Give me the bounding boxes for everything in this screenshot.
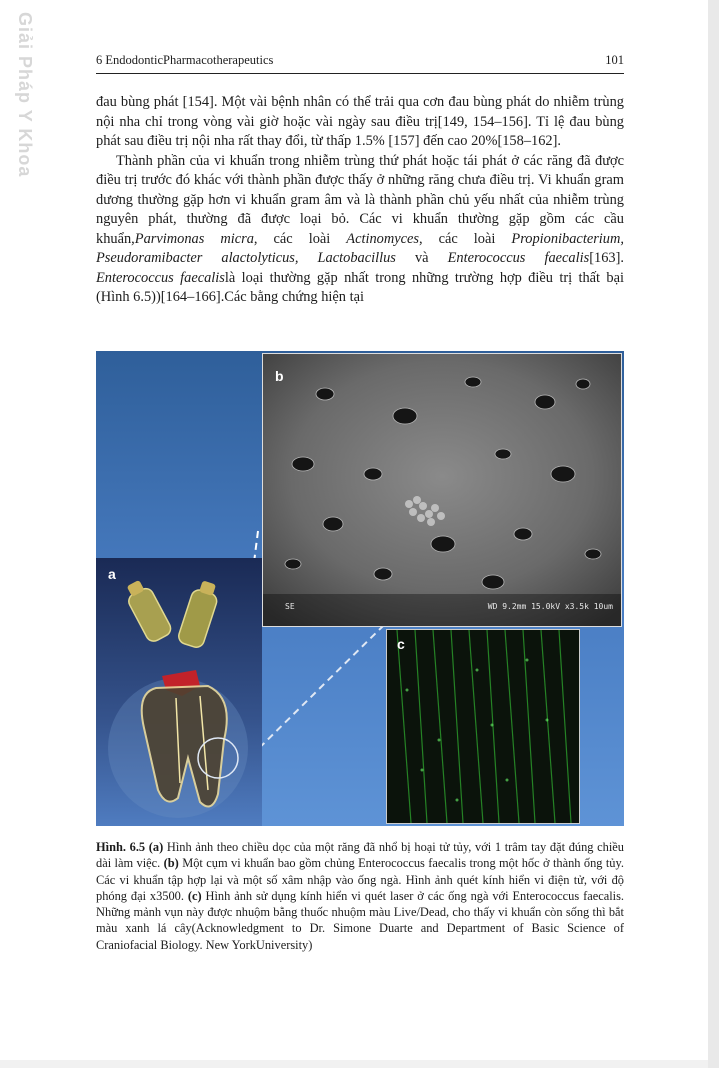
sem-detector-label: SE: [285, 602, 295, 611]
panel-a-tooth-image: [96, 558, 262, 826]
page-edge: [708, 0, 719, 1068]
figure-caption: [96, 839, 624, 953]
paragraph-2-text: và: [395, 250, 448, 266]
chapter-title: 6 EndodonticPharmacotherapeutics: [96, 53, 274, 67]
panel-a-label: a: [108, 566, 116, 582]
page-number: 101: [605, 53, 624, 67]
species-name: Parvimonas micra: [134, 230, 254, 247]
paragraph-1: đau bùng phát [154]. Một vài bệnh nhân có thể trải qua cơn đau bùng phát do nhiễm trùng nội nha chỉ trong vòng vài giờ hoặc vài ngày sau điều trị[149, 154–156]. Tỉ lệ đau bùng phát sau điều trị nội nha rất thay đổi, từ thấp 1.5% [157] đến cao 20%[158–162].: [96, 94, 624, 149]
caption-panel-tag: (b): [163, 856, 179, 871]
paragraph-2-text: , các loài: [253, 230, 347, 247]
caption-label: Hình. 6.5: [96, 840, 146, 854]
paragraph-2: [96, 152, 624, 308]
caption-panel-tag: (c): [187, 888, 202, 903]
caption-text: Hình ảnh sử dụng kính hiển vi quét laser ở các ống ngà với Enterococcus faecalis. Những mảnh vụn này được nhuộm bằng thuốc nhuộm màu Live/Dead, cho thấy vi khuẩn còn sống thì bắt màu xanh lá cây(Acknowledgment to Dr. Simone Duarte and Department of Basic Science of Craniofacial Biology. New YorkUniversity): [96, 888, 624, 952]
paragraph-2-text: Thành phần của vi khuẩn trong nhiễm trùng thứ phát hoặc tái phát ở các răng đã được điều trị trước đó khác với thành phần được thấy ở những răng chưa điều trị. Vi khuẩn gram dương thường gặp hơn vi khuẩn gram âm và là thành phần chủ yếu nhất của nhiễm trùng nguyên phát, thường đã được loại bỏ. Các vi khuẩn thường gặp gồm các cầu khuẩn,: [96, 152, 624, 247]
paragraph-2-text: [163].: [589, 250, 624, 266]
confocal-micrograph: [387, 630, 579, 823]
paragraph-2-text: là loại thường gặp nhất trong những trường hợp điều trị thất bại (Hình 6.5))[164–166].Các bằng chứng hiện tại: [96, 269, 624, 305]
paragraph-2-text: , các loài: [419, 230, 512, 247]
header-rule: [96, 73, 624, 74]
running-header: [96, 53, 624, 71]
sem-micrograph: [263, 354, 621, 626]
caption-text: Một cụm vi khuẩn bao gồm chủng Enterococcus faecalis trong một hốc ở thành ống tủy. Các vi khuẩn tập hợp lại và một số xâm nhập vào ống ngà. Hình ảnh quét kính hiển vi điện tử, với độ phóng đại x3500.: [96, 856, 624, 903]
tooth-illustration: [96, 558, 262, 826]
caption-text: Hình ảnh theo chiều dọc của một răng đã nhổ bị hoại tử tủy, với 1 trâm tay đặt đúng chiều dài làm việc.: [96, 840, 624, 871]
figure-6-5: [96, 351, 624, 826]
panel-b-label: b: [275, 368, 284, 384]
species-name: Propionibacterium, Pseudoramibacter alactolyticus, Lactobacillus: [96, 230, 624, 266]
sem-scale-info: WD 9.2mm 15.0kV x3.5k 10um: [487, 602, 613, 611]
watermark: Giải Pháp Y Khoa: [15, 12, 35, 178]
caption-panel-tag: (a): [148, 840, 164, 854]
body-text: [96, 93, 624, 308]
species-name: Enterococcus faecalis: [447, 250, 590, 266]
panel-b-sem-image: [262, 353, 622, 627]
species-name: Actinomyces: [346, 230, 420, 247]
panel-c-confocal-image: [386, 629, 580, 824]
species-name: Enterococcus faecalis: [96, 269, 225, 286]
panel-c-label: c: [397, 636, 405, 652]
